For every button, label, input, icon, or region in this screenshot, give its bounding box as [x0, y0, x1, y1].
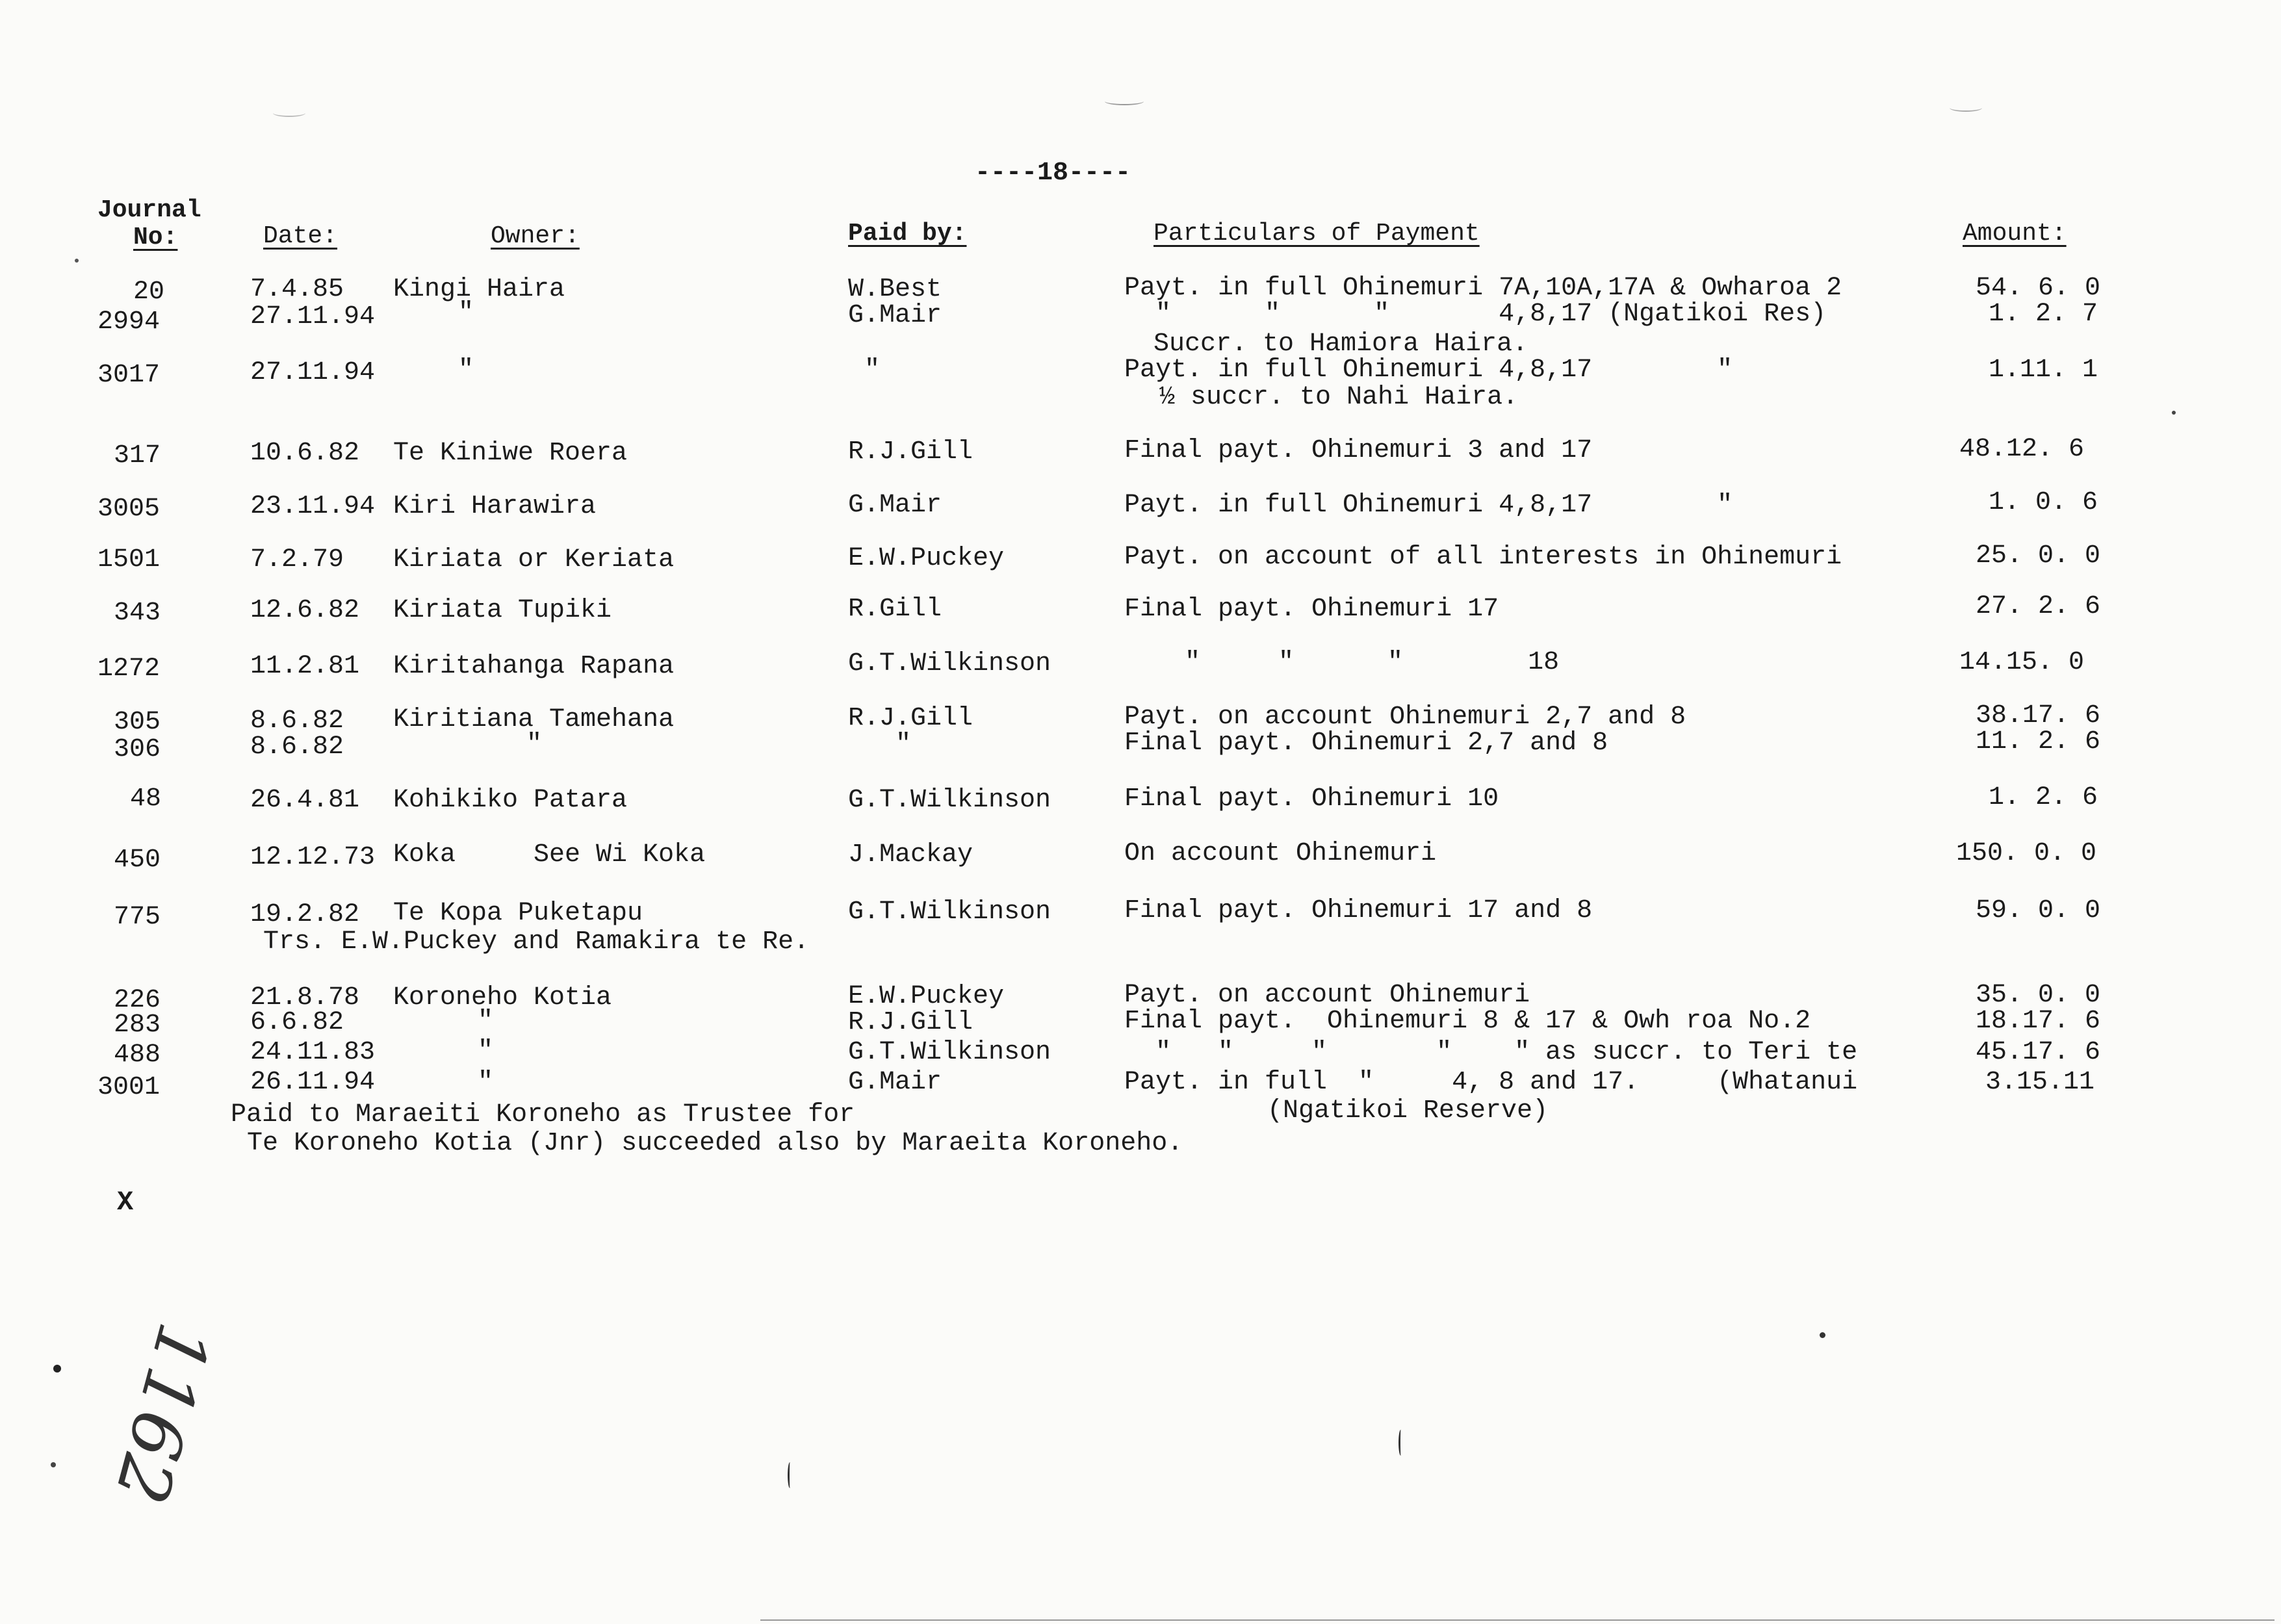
paid-by-cell: G.Mair: [848, 491, 942, 520]
scan-dot: [2172, 411, 2176, 415]
owner-cell: ": [458, 355, 474, 385]
date-cell: 7.4.85: [250, 275, 344, 304]
date-cell: 19.2.82: [250, 900, 360, 929]
paid-by-cell: E.W.Puckey: [848, 982, 1005, 1011]
scan-edge-line: [760, 1619, 2275, 1621]
particulars-cell: On account Ohinemuri: [1124, 839, 1437, 868]
owner-cell: Te Kopa Puketapu: [393, 899, 643, 928]
paid-by-cell: R.J.Gill: [848, 1008, 973, 1037]
date-cell: 8.6.82: [250, 706, 344, 736]
amount-cell: 1. 0. 6: [1989, 488, 2098, 517]
amount-cell: 35. 0. 0: [1976, 981, 2101, 1010]
particulars-cell: Payt. on account of all interests in Ohinemuri: [1124, 543, 1842, 572]
owner-cell: Kiri Harawira: [393, 492, 597, 521]
journal-number: 343: [114, 599, 161, 628]
journal-number: 775: [114, 903, 161, 932]
particulars-cell: ½ succr. to Nahi Haira.: [1144, 383, 1519, 412]
scan-dot: [1820, 1332, 1825, 1338]
particulars-cell: Final payt. Ohinemuri 3 and 17: [1124, 436, 1593, 465]
paid-by-cell: W.Best: [848, 275, 942, 304]
header-particulars: Particulars of Payment: [1153, 220, 1480, 248]
date-cell: 11.2.81: [250, 652, 360, 681]
trustee-note: Paid to Maraeiti Koroneho as Trustee for: [231, 1100, 855, 1129]
amount-cell: 1. 2. 6: [1989, 783, 2098, 812]
amount-cell: 11. 2. 6: [1976, 727, 2101, 756]
journal-number: 488: [114, 1040, 161, 1070]
date-cell: 26.4.81: [250, 786, 360, 815]
owner-cell: Te Kiniwe Roera: [393, 439, 628, 468]
amount-cell: 45.17. 6: [1976, 1038, 2101, 1067]
journal-number: 48: [130, 784, 162, 814]
header-journal-line2: No:: [133, 224, 178, 251]
owner-cell: ": [458, 298, 474, 328]
date-cell: 26.11.94: [250, 1068, 376, 1097]
journal-number: 226: [114, 986, 161, 1015]
journal-number: 317: [114, 441, 161, 470]
journal-number: 2994: [97, 307, 161, 337]
paid-by-cell: G.Mair: [848, 301, 942, 330]
amount-cell: 48.12. 6: [1959, 435, 2085, 464]
journal-number: 3017: [97, 361, 161, 390]
scan-dot: [75, 259, 79, 263]
owner-cell: ": [478, 1037, 494, 1066]
header-date: Date:: [263, 222, 338, 250]
date-cell: 12.6.82: [250, 596, 360, 625]
journal-number: 1501: [97, 545, 161, 574]
particulars-cell: " " " 4,8,17 (Ngatikoi Res): [1124, 300, 1827, 329]
particulars-cell: Final payt. Ohinemuri 17 and 8: [1124, 896, 1593, 925]
particulars-cell: Payt. on account Ohinemuri: [1124, 981, 1530, 1010]
amount-cell: 1.11. 1: [1989, 355, 2098, 385]
scan-dot: [53, 1365, 61, 1373]
amount-cell: 59. 0. 0: [1976, 896, 2101, 925]
date-cell: 6.6.82: [250, 1008, 344, 1037]
amount-cell: 1. 2. 7: [1989, 300, 2098, 329]
owner-cell: Kingi Haira: [393, 275, 565, 304]
journal-number: 3005: [97, 495, 161, 524]
scan-bracket: [788, 1462, 792, 1488]
owner-cell: ": [478, 1068, 494, 1097]
date-cell: 24.11.83: [250, 1038, 376, 1067]
amount-cell: 18.17. 6: [1976, 1007, 2101, 1036]
journal-number: 20: [133, 277, 165, 307]
date-cell: 27.11.94: [250, 302, 376, 331]
particulars-cell: Payt. in full Ohinemuri 7A,10A,17A & Owharoa 2: [1124, 274, 1842, 303]
particulars-cell: " " " " " as succr. to Teri te: [1124, 1038, 1858, 1067]
amount-cell: 54. 6. 0: [1976, 274, 2101, 303]
owner-cell: Koroneho Kotia: [393, 983, 612, 1012]
paid-by-cell: R.J.Gill: [848, 704, 973, 733]
particulars-cell: Succr. to Hamiora Haira.: [1153, 329, 1528, 359]
paid-by-cell: G.T.Wilkinson: [848, 649, 1051, 678]
amount-cell: 25. 0. 0: [1976, 541, 2101, 571]
particulars-cell: (Ngatikoi Reserve): [1267, 1096, 1549, 1126]
owner-cell: Koka See Wi Koka: [393, 840, 706, 870]
scan-smudge: [1950, 104, 1982, 112]
paid-by-cell: ": [864, 355, 881, 385]
header-paid-by: Paid by:: [848, 220, 967, 248]
amount-cell: 150. 0. 0: [1956, 839, 2097, 868]
owner-cell: ": [478, 1007, 494, 1036]
handwritten-annotation: 1162: [98, 1315, 227, 1512]
date-cell: 7.2.79: [250, 545, 344, 574]
amount-cell: 38.17. 6: [1976, 701, 2101, 730]
scan-smudge: [273, 109, 305, 117]
owner-cell: Kiriata Tupiki: [393, 596, 612, 625]
date-cell: 27.11.94: [250, 358, 376, 387]
owner-cell: Kohikiko Patara: [393, 786, 628, 815]
header-amount: Amount:: [1963, 220, 2067, 248]
journal-number: 283: [114, 1011, 161, 1040]
particulars-cell: " " " 18: [1153, 648, 1560, 677]
amount-cell: 3.15.11: [1985, 1068, 2095, 1097]
header-journal-line1: Journal: [97, 196, 201, 224]
date-cell: 10.6.82: [250, 439, 360, 468]
paid-by-cell: J.Mackay: [848, 840, 973, 870]
paid-by-cell: G.T.Wilkinson: [848, 786, 1051, 815]
paid-by-cell: G.Mair: [848, 1068, 942, 1097]
date-cell: 12.12.73: [250, 843, 376, 872]
scan-bracket: [1398, 1430, 1403, 1456]
particulars-cell: Payt. in full " 4, 8 and 17. (Whatanui: [1124, 1068, 1858, 1097]
footer-mark: X: [117, 1187, 134, 1218]
trustee-note: Trs. E.W.Puckey and Ramakira te Re.: [263, 927, 810, 957]
owner-cell: Kiritiana Tamehana: [393, 705, 675, 734]
particulars-cell: Final payt. Ohinemuri 2,7 and 8: [1124, 728, 1608, 758]
amount-cell: 14.15. 0: [1959, 648, 2085, 677]
paid-by-cell: E.W.Puckey: [848, 544, 1005, 573]
amount-cell: 27. 2. 6: [1976, 592, 2101, 621]
succession-note: Te Koroneho Kotia (Jnr) succeeded also by Maraeita Koroneho.: [247, 1129, 1183, 1158]
owner-cell: Kiriata or Keriata: [393, 545, 675, 574]
paid-by-cell: G.T.Wilkinson: [848, 1038, 1051, 1067]
page-number: ----18----: [975, 159, 1131, 188]
particulars-cell: Payt. in full Ohinemuri 4,8,17 ": [1124, 491, 1733, 520]
journal-number: 450: [114, 845, 161, 875]
paid-by-cell: R.J.Gill: [848, 437, 973, 467]
date-cell: 23.11.94: [250, 492, 376, 521]
journal-number: 305: [114, 708, 161, 737]
journal-number: 1272: [97, 654, 161, 684]
owner-cell: ": [448, 730, 543, 759]
paid-by-cell: ": [864, 730, 912, 759]
journal-number: 3001: [97, 1073, 161, 1102]
particulars-cell: Final payt. Ohinemuri 10: [1124, 784, 1499, 814]
date-cell: 21.8.78: [250, 983, 360, 1012]
scan-smudge: [1105, 97, 1144, 105]
owner-cell: Kiritahanga Rapana: [393, 652, 675, 681]
particulars-cell: Final payt. Ohinemuri 8 & 17 & Owh roa No.2: [1124, 1007, 1811, 1036]
paid-by-cell: R.Gill: [848, 595, 942, 624]
scan-dot: [51, 1462, 56, 1467]
date-cell: 8.6.82: [250, 732, 344, 762]
particulars-cell: Final payt. Ohinemuri 17: [1124, 595, 1499, 624]
paid-by-cell: G.T.Wilkinson: [848, 897, 1051, 927]
particulars-cell: Payt. on account Ohinemuri 2,7 and 8: [1124, 702, 1686, 732]
header-owner: Owner:: [491, 222, 580, 250]
journal-number: 306: [114, 735, 161, 764]
particulars-cell: Payt. in full Ohinemuri 4,8,17 ": [1124, 355, 1733, 385]
